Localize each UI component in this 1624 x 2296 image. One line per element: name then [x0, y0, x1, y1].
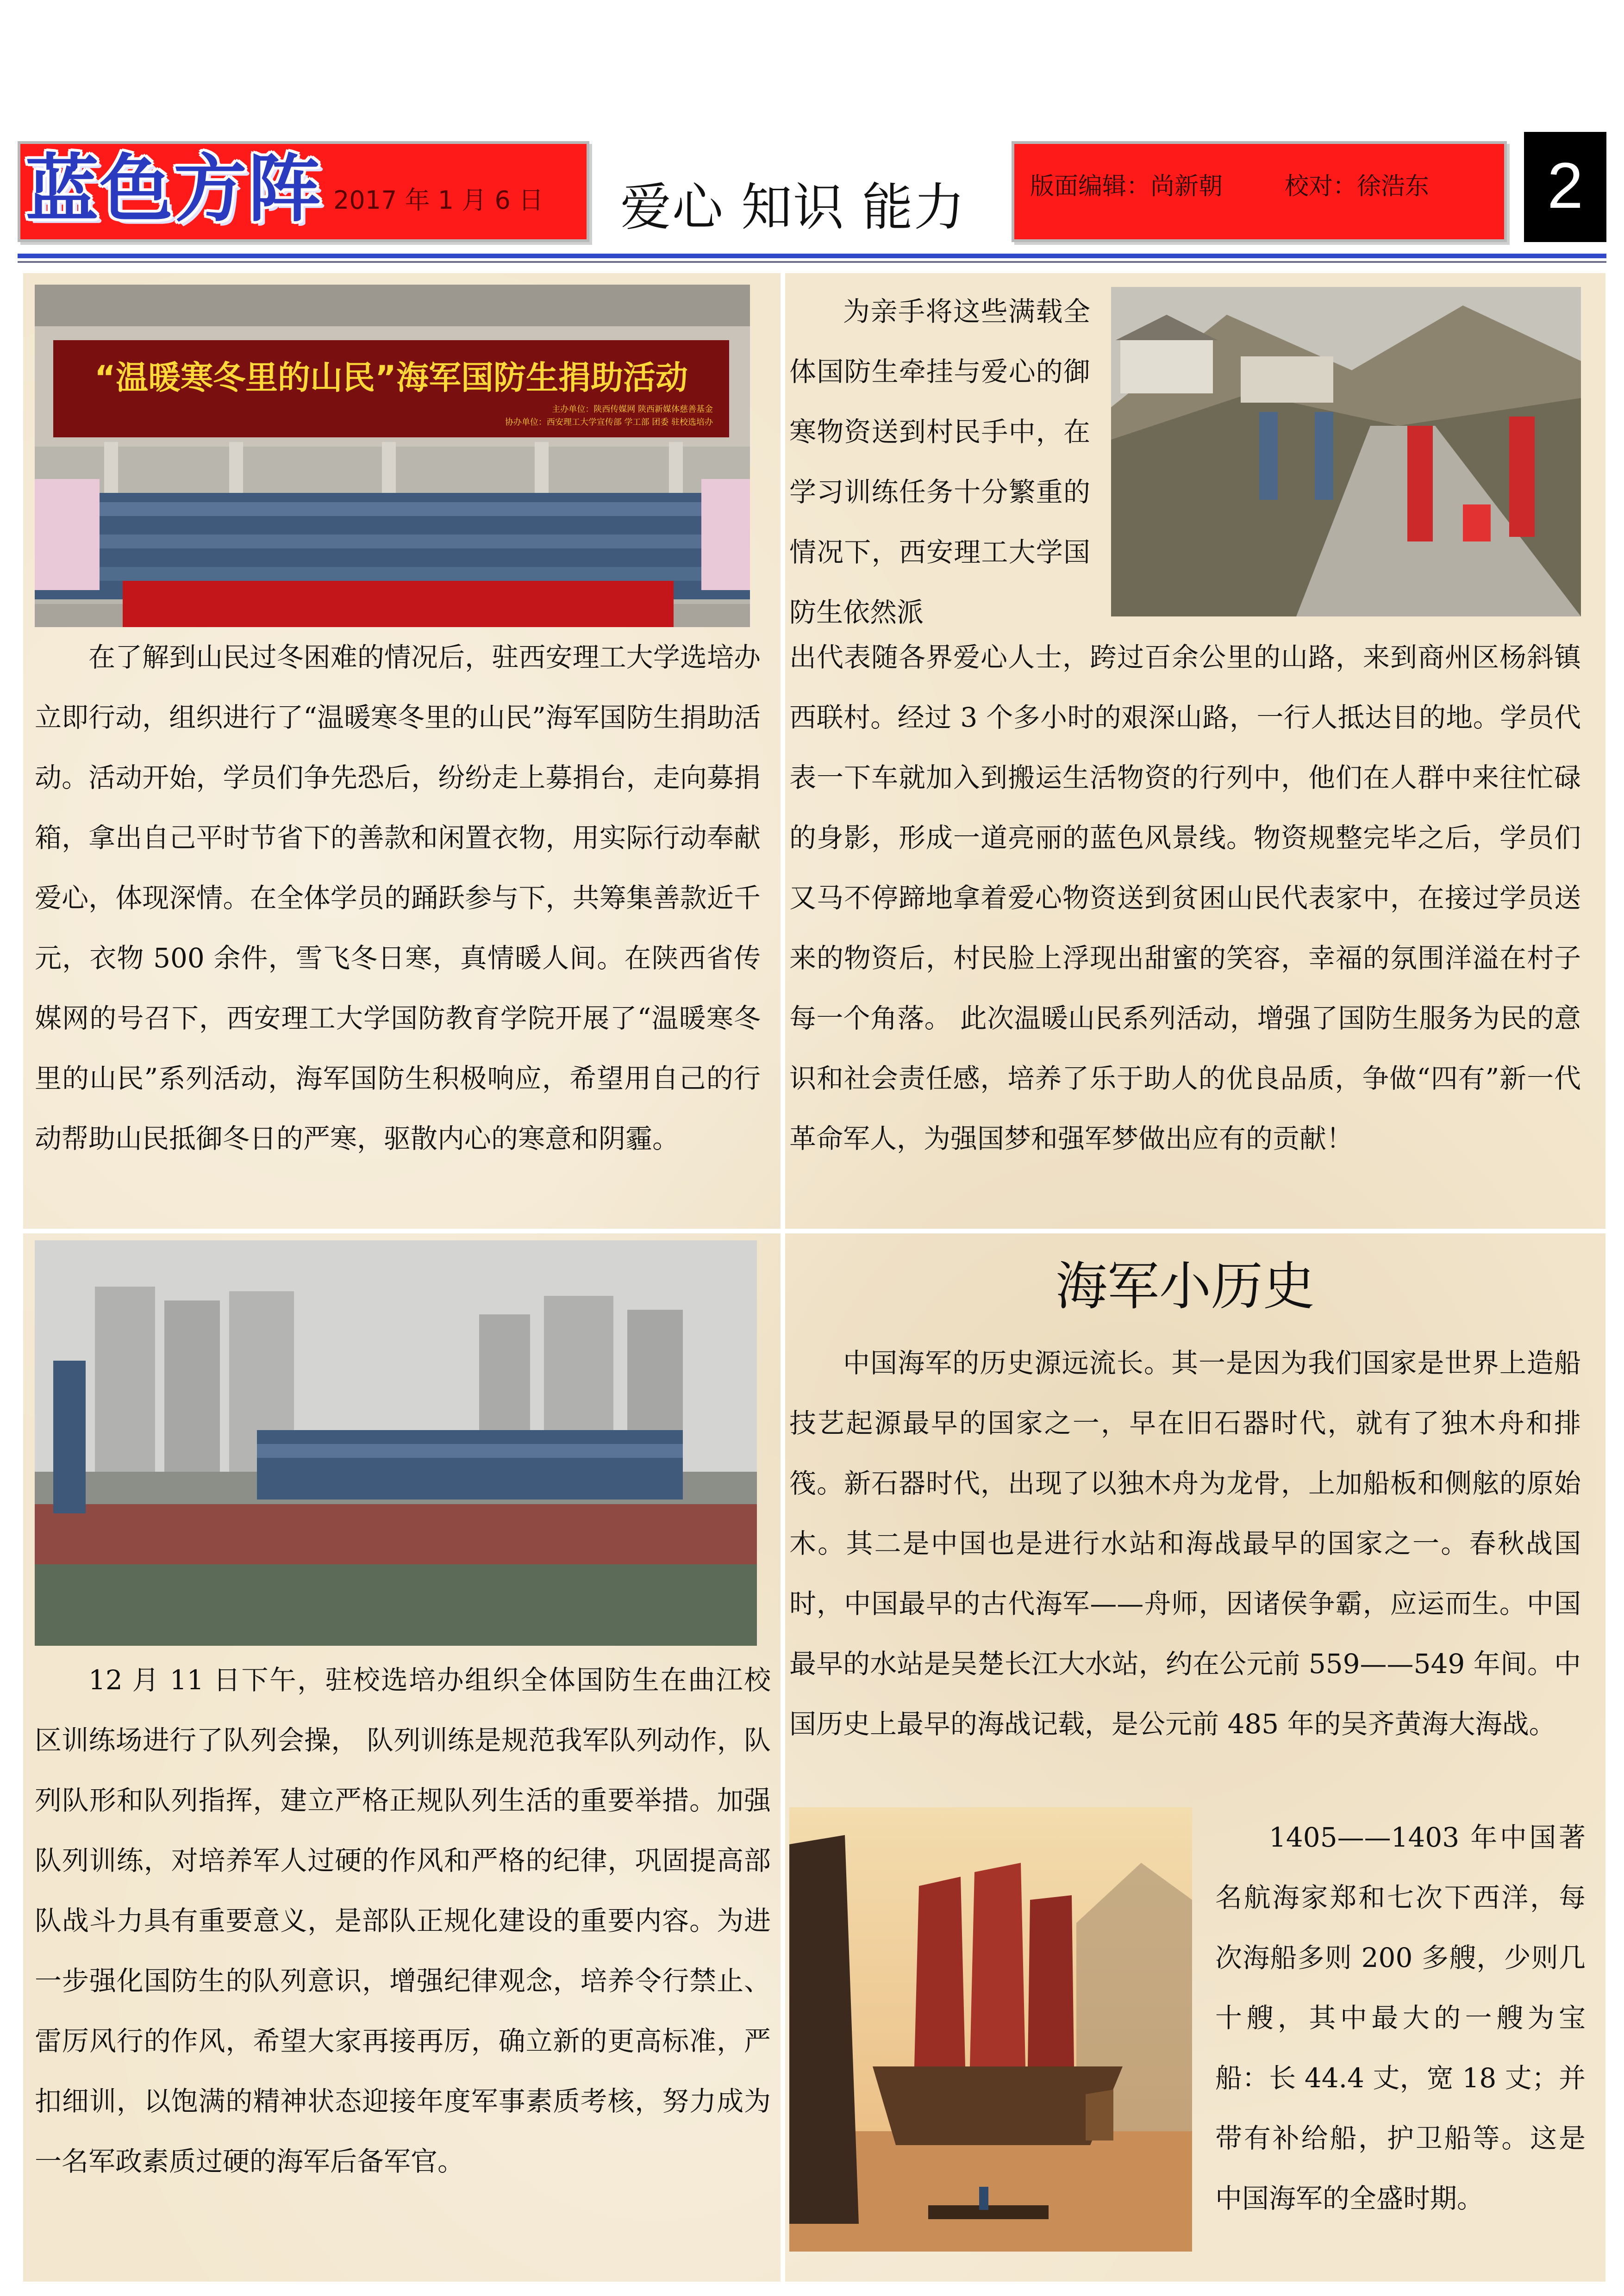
article1-narrow-column: 为亲手将这些满载全体国防生牵挂与爱心的御寒物资送到村民手中，在学习训练任务十分繁重的情况下，西安理工大学国防生依然派	[789, 296, 1090, 628]
navy-history-title: 海军小历史	[1056, 1257, 1315, 1317]
village-delivery-illustration	[1111, 287, 1581, 616]
column-divider-lower	[781, 1231, 785, 2282]
treasure-ship-illustration	[789, 1807, 1192, 2252]
header-rule-grey	[18, 261, 1606, 263]
page-number: 2	[1547, 149, 1583, 222]
donation-banner-text: “温暖寒冬里的山民”海军国防生捐助活动	[94, 359, 688, 397]
issue-date: 2017 年 1 月 6 日	[333, 186, 543, 215]
drill-training-illustration	[35, 1240, 757, 1646]
donation-coorganizer-text: 协办单位：西安理工大学宣传部 学工部 团委 驻校选培办	[505, 417, 713, 427]
donation-sponsor-text: 主办单位：陕西传媒网 陕西新媒体慈善基金	[552, 404, 713, 414]
donation-ceremony-photo	[35, 285, 750, 627]
header-rule-blue	[18, 254, 1606, 258]
treasure-ship-painting	[789, 1807, 1192, 2252]
article1-left-column: 在了解到山民过冬困难的情况后，驻西安理工大学选培办立即行动，组织进行了“温暖寒冬里的山民”海军国防生捐助活动。活动开始，学员们争先恐后，纷纷走上募捐台，走向募捐箱，拿出自己平时节省下的善款和闲置衣物，用实际行动奉献爱心，体现深情。在全体学员的踊跃参与下，共筹集善款近千元，衣物 500 余件，雪飞冬日寒，真情暖人间。在陕西省传媒网的号召下，西安理工大学国防教育学院开展了“温暖寒冬里的山民”系列活动，海军国防生积极响应，希望用自己的行动帮助山民抵御冬日的严寒，驱散内心的寒意和阴霾。	[35, 641, 761, 1154]
drill-training-photo	[35, 1240, 757, 1646]
donation-ceremony-illustration	[35, 285, 750, 627]
proofreader: 校对：徐浩东	[1285, 173, 1430, 200]
motto: 爱心 知识 能力	[620, 178, 966, 237]
layout-editor: 版面编辑：尚新朝	[1030, 173, 1223, 200]
masthead-logo: 蓝色方阵	[25, 146, 322, 232]
village-delivery-photo	[1111, 287, 1581, 616]
zheng-he-voyage-text: 1405——1403 年中国著名航海家郑和七次下西洋，每次海船多则 200 多艘，少则几十艘，其中最大的一艘为宝船：长 44.4 丈，宽 18 丈；并带有补给船，护卫船等。这是中国海军的全盛时期。	[1215, 1822, 1586, 2214]
article2-drill-text: 12 月 11 日下午，驻校选培办组织全体国防生在曲江校区训练场进行了队列会操， 队列训练是规范我军队列动作，队列队形和队列指挥，建立严格正规队列生活的重要举措。加强队列训练，对培养军人过硬的作风和严格的纪律，巩固提高部队战斗力具有重要意义，是部队正规化建设的重要内容。为进一步强化国防生的队列意识，增强纪律观念，培养令行禁止、雷厉风行的作风，希望大家再接再厉，确立新的更高标准，严扣细训，以饱满的精神状态迎接年度军事素质考核，努力成为一名军政素质过硬的海军后备军官。	[35, 1664, 771, 2177]
navy-history-text: 中国海军的历史源远流长。其一是因为我们国家是世界上造船技艺起源最早的国家之一，早在旧石器时代，就有了独木舟和排筏。新石器时代，出现了以独木舟为龙骨，上加船板和侧舷的原始木。其二是中国也是进行水站和海战最早的国家之一。春秋战国时，中国最早的古代海军——舟师，因诸侯争霸，应运而生。中国最早的水站是吴楚长江大水站，约在公元前 559——549 年间。中国历史上最早的海战记载，是公元前 485 年的吴齐黄海大海战。	[789, 1347, 1581, 1740]
article1-right-column: 出代表随各界爱心人士，跨过百余公里的山路，来到商州区杨斜镇西联村。经过 3 个多小时的艰深山路，一行人抵达目的地。学员代表一下车就加入到搬运生活物资的行列中，他们在人群中来往忙碌的身影，形成一道亮丽的蓝色风景线。物资规整完毕之后，学员们又马不停蹄地拿着爱心物资送到贫困山民代表家中，在接过学员送来的物资后，村民脸上浮现出甜蜜的笑容，幸福的氛围洋溢在村子每一个角落。 此次温暖山民系列活动，增强了国防生服务为民的意识和社会责任感，培养了乐于助人的优良品质，争做“四有”新一代革命军人，为强国梦和强军梦做出应有的贡献！	[789, 641, 1581, 1154]
column-divider	[781, 273, 785, 1231]
section-divider	[23, 1229, 1605, 1233]
